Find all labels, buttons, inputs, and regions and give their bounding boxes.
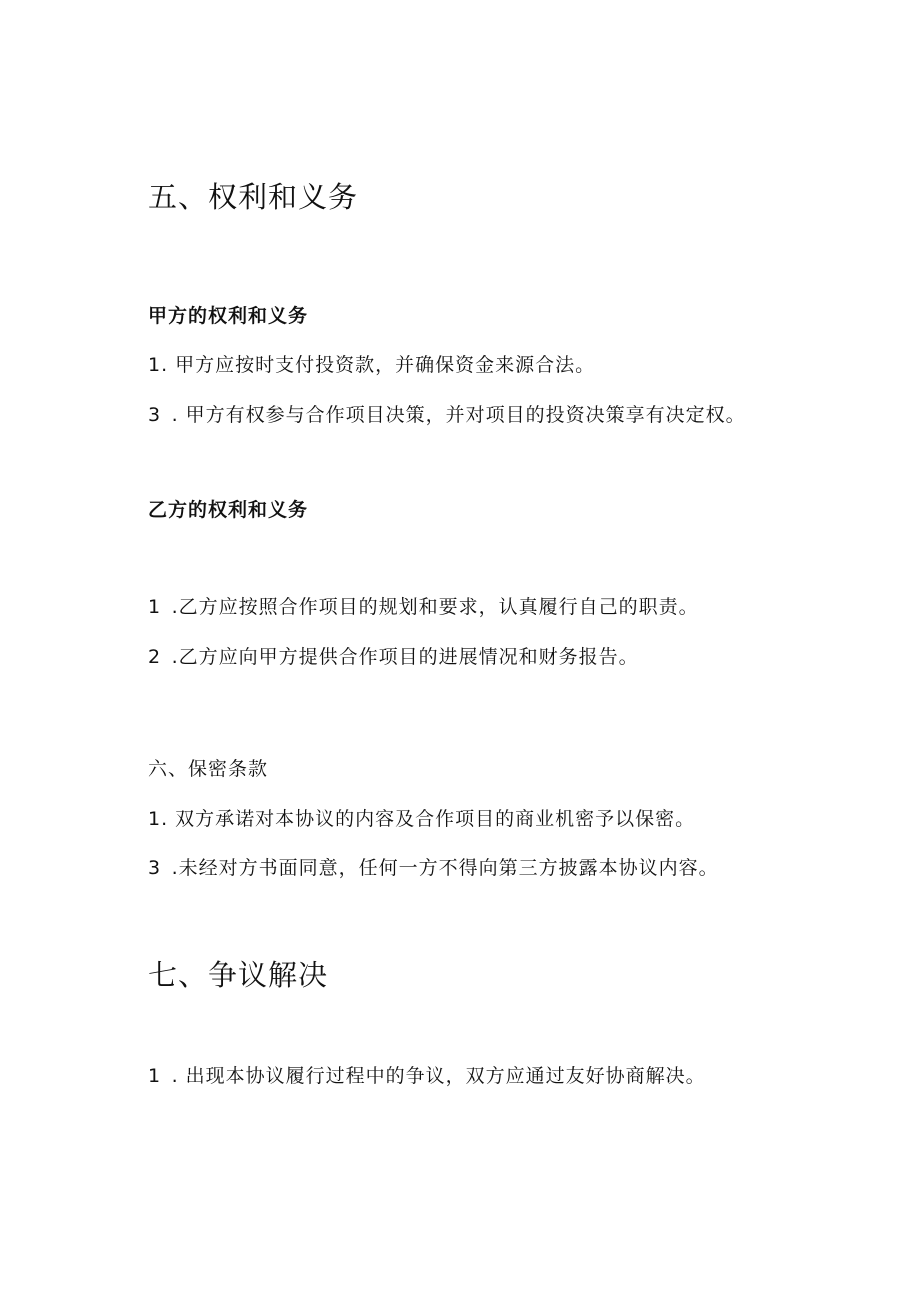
party-a-item-1: 1. 甲方应按时支付投资款，并确保资金来源合法。: [148, 354, 596, 376]
section-6-item-2: 3 .未经对方书面同意，任何一方不得向第三方披露本协议内容。: [148, 857, 719, 879]
party-a-item-2: 3 . 甲方有权参与合作项目决策，并对项目的投资决策享有决定权。: [148, 404, 746, 426]
section-6-title: 六、保密条款: [148, 758, 269, 780]
party-b-heading: 乙方的权利和义务: [148, 499, 309, 521]
party-a-heading: 甲方的权利和义务: [148, 305, 309, 327]
section-5-title: 五、权利和义务: [148, 180, 359, 214]
party-b-item-2: 2 .乙方应向甲方提供合作项目的进展情况和财务报告。: [148, 646, 639, 668]
section-7-title: 七、争议解决: [148, 958, 329, 992]
section-6-item-1: 1. 双方承诺对本协议的内容及合作项目的商业机密予以保密。: [148, 808, 696, 830]
section-7-item-1: 1 . 出现本协议履行过程中的争议，双方应通过友好协商解决。: [148, 1065, 706, 1087]
party-b-item-1: 1 .乙方应按照合作项目的规划和要求，认真履行自己的职责。: [148, 596, 699, 618]
